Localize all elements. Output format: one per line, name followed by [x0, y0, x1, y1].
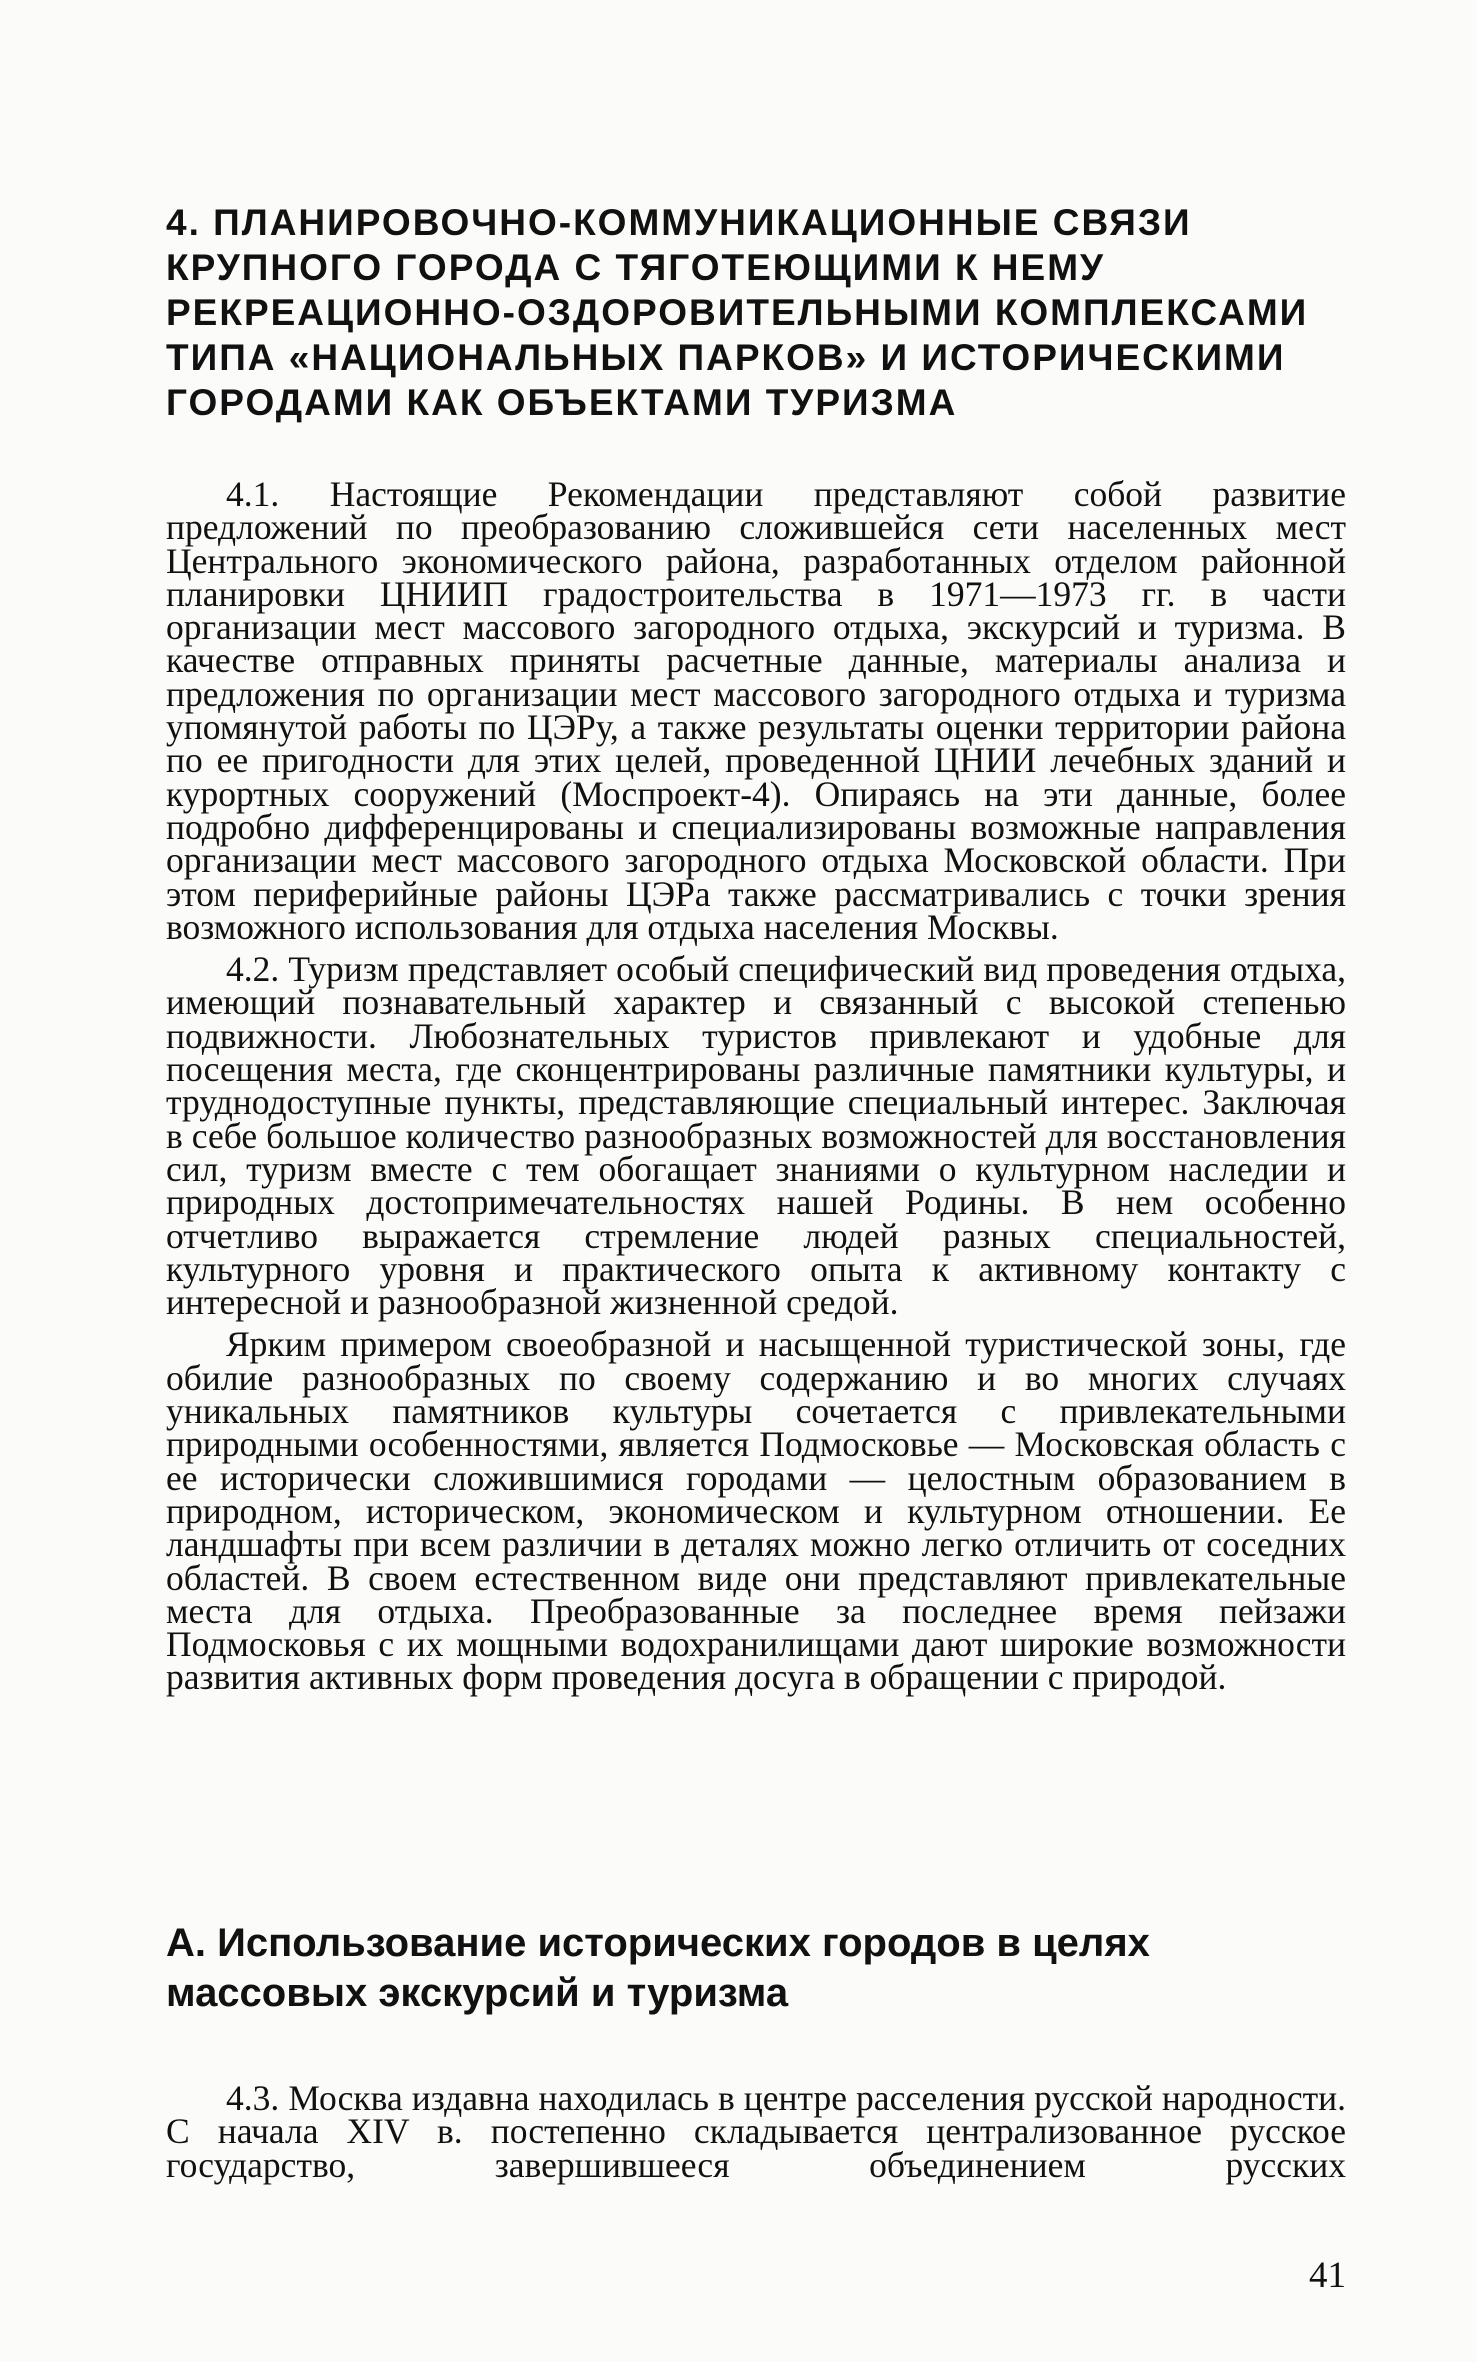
subheading-line: А. Использование исторических городов в целях [166, 1921, 1150, 1965]
paragraph-text: Туризм представляет особый специфический вид проведения отдыха, имеющий познавательный характер и связанный с высокой степенью подвижности. Любознательных туристов привлекают и удобные для посещения места, где сконцентрированы различные памятники культуры, и труднодоступные пункты, представляющие специальный интерес. Заключая в себе большое количество разнообразных возможностей для восстановления сил, туризм вместе с тем обогащает знаниями о культурном наследии и природных достопримечательностях нашей Родины. В нем особенно отчетливо выражается стремление людей разных специальностей, культурного уровня и практического опыта к активному контакту с интересной и разнообразной жизненной средой. [166, 949, 1346, 1323]
paragraph-4-3 [166, 2078, 1347, 2185]
paragraph-number: 4.3. [226, 2078, 280, 2118]
body-text-continued [166, 2078, 1347, 2185]
paragraph-text: Москва издавна находилась в центре расселения русской народности. С начала XIV в. постепенно складывается централизованное русское государство, завершившееся объединением русских [166, 2078, 1347, 2185]
chapter-heading-line: КРУПНОГО ГОРОДА С ТЯГОТЕЮЩИМИ К НЕМУ [166, 247, 1106, 288]
section-subheading [166, 1918, 1346, 2018]
chapter-heading [166, 200, 1346, 425]
subheading-line: массовых экскурсий и туризма [166, 1971, 789, 2015]
paragraph-number: 4.2. [226, 949, 280, 990]
chapter-heading-line: ТИПА «НАЦИОНАЛЬНЫХ ПАРКОВ» И ИСТОРИЧЕСКИМИ [166, 337, 1286, 378]
chapter-heading-line: ГОРОДАМИ КАК ОБЪЕКТАМИ ТУРИЗМА [166, 382, 958, 423]
paragraph-number: 4.1. [226, 474, 280, 514]
paragraph-example: Ярким примером своеобразной и насыщенной туристической зоны, где обилие разнообразных по своему содержанию и во многих случаях уникальных памятников культуры сочетается с привлекательными природными особенностями, является Подмосковье — Московская область с ее исторически сложившимися городами — целостным образованием в природном, историческом, экономическом и культурном отношении. Ее ландшафты при всем различии в деталях можно легко отличить от соседних областей. В своем естественном виде они представляют привлекательные места для отдыха. Преобразованные за последнее время пейзажи Подмосковья с их мощными водохранилищами дают широкие возможности развития активных форм проведения досуга в обращении с природой. [166, 1324, 1346, 1698]
body-text [166, 474, 1346, 1698]
paragraph-4-2 [166, 949, 1346, 1323]
paragraph-text: Настоящие Рекомендации представляют собой развитие предложений по преобразованию сложившейся сети населенных мест Центрального экономического района, разработанных отделом районной планировки ЦНИИП градостроительства в 1971—1973 гг. в части организации мест массового загородного отдыха, экскурсий и туризма. В качестве отправных приняты расчетные данные, материалы анализа и предложения по организации мест массового загородного отдыха и туризма упомянутой работы по ЦЭРу, а также результаты оценки территории района по ее пригодности для этих целей, проведенной ЦНИИ лечебных зданий и курортных сооружений (Моспроект-4). Опираясь на эти данные, более подробно дифференцированы и специализированы возможные направления организации мест массового загородного отдыха Московской области. При этом периферийные районы ЦЭРа также рассматривались с точки зрения возможного использования для отдыха населения Москвы. [166, 474, 1346, 947]
page-number: 41 [1309, 2255, 1346, 2296]
paragraph-4-1 [166, 474, 1346, 947]
chapter-heading-line: 4. ПЛАНИРОВОЧНО-КОММУНИКАЦИОННЫЕ СВЯЗИ [166, 202, 1192, 243]
chapter-heading-line: РЕКРЕАЦИОННО-ОЗДОРОВИТЕЛЬНЫМИ КОМПЛЕКСАМИ [166, 292, 1309, 333]
